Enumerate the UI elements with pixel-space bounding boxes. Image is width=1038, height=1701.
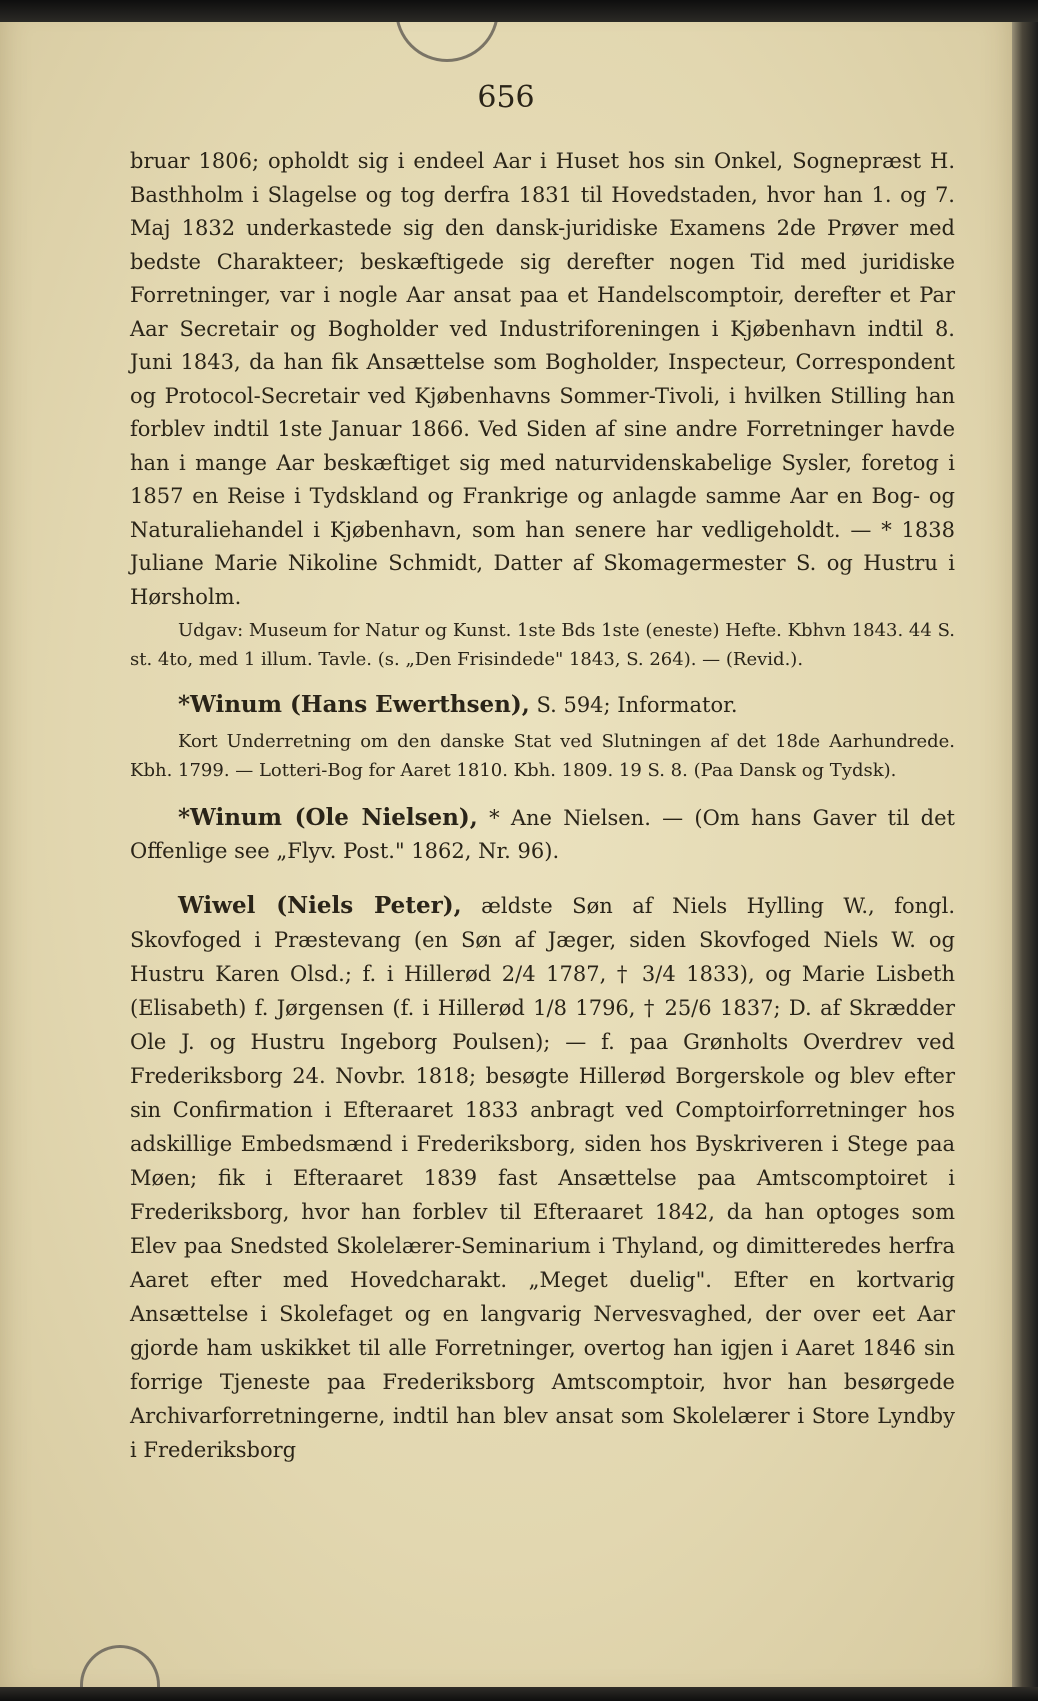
headword: Wiwel (Niels Peter), xyxy=(178,891,462,919)
entry-winum-hans xyxy=(130,688,955,723)
works-note: Udgav: Museum for Natur og Kunst. 1ste Bds 1ste (eneste) Hefte. Kbhvn 1843. 44 S. st. 4to, med 1 illum. Tavle. (s. „Den Frisindede" 1843, S. 264). — (Revid.). xyxy=(130,620,955,670)
entry-continuation: bruar 1806; opholdt sig i endeel Aar i Huset hos sin Onkel, Sognepræst H. Basthholm i Slagelse og tog derfra 1831 til Hovedstaden, hvor han 1. og 7. Maj 1832 underkastede sig den dansk-juridiske Examens 2de Prøver med bedste Charakteer; beskæftigede sig derefter nogen Tid med juridiske Forretninger, var i nogle Aar ansat paa et Handelscomptoir, derefter et Par Aar Secretair og Bogholder ved Industriforeningen i Kjøbenhavn indtil 8. Juni 1843, da han fik Ansættelse som Bogholder, Inspecteur, Correspondent og Protocol-Secretair ved Kjøbenhavns Sommer-Tivoli, i hvilken Stilling han forblev indtil 1ste Januar 1866. Ved Siden af sine andre Forretninger havde han i mange Aar beskæftiget sig med naturvidenskabelige Sysler, foretog i 1857 en Reise i Tydskland og Frankrige og anlagde samme Aar en Bog- og Naturaliehandel i Kjøbenhavn, som han senere har vedligeholdt. — * 1838 Juliane Marie Nikoline Schmidt, Datter af Skomagermester S. og Hustru i Hørsholm. xyxy=(130,149,955,609)
entry-text: ældste Søn af Niels Hylling W., fongl. Skovfoged i Præstevang (en Søn af Jæger, siden Skovfoged Niels W. og Hustru Karen Olsd.; f. i Hillerød 2/4 1787, † 3/4 1833), og Marie Lisbeth (Elisabeth) f. Jørgensen (f. i Hillerød 1/8 1796, † 25/6 1837; D. af Skrædder Ole J. og Hustru Ingeborg Poulsen); — f. paa Grønholts Overdrev ved Frederiksborg 24. Novbr. 1818; besøgte Hillerød Borgerskole og blev efter sin Confirmation i Efteraaret 1833 anbragt ved Comptoirforretninger hos adskillige Embedsmænd i Frederiksborg, siden hos Byskriveren i Stege paa Møen; fik i Efteraaret 1839 fast Ansættelse paa Amtscomptoiret i Frederiksborg, hvor han forblev til Efteraaret 1842, da han optoges som Elev paa Snedsted Skolelærer-Seminarium i Thyland, og dimitteredes herfra Aaret efter med Hovedcharakt. „Meget duelig". Efter en kortvarig Ansættelse i Skolefaget og en langvarig Nervesvaghed, der over eet Aar gjorde ham uskikket til alle Forretninger, overtog han igjen i Aaret 1846 sin forrige Tjeneste paa Frederiksborg Amtscomptoir, hvor han besørgede Archivarforretningerne, indtil han blev ansat som Skolelærer i Store Lyndby i Frederiksborg xyxy=(130,893,955,1462)
clip-bottom xyxy=(80,1645,160,1689)
page-text xyxy=(130,145,955,1467)
entry-text: S. 594; Informator. xyxy=(529,693,738,717)
headword: *Winum (Hans Ewerthsen), xyxy=(178,691,530,718)
works-note: Kort Underretning om den danske Stat ved Slutningen af det 18de Aarhundrede. Kbh. 1799. — Lotteri-Bog for Aaret 1810. Kbh. 1809. 19 S. 8. (Paa Dansk og Tydsk). xyxy=(130,730,955,781)
scan-bottom-edge xyxy=(0,1687,1038,1701)
book-spine-edge xyxy=(1012,0,1038,1701)
entry-text: * Ane Nielsen. — (Om hans Gaver til det Offenlige see „Flyv. Post." 1862, Nr. 96). xyxy=(130,805,955,863)
page-number: 656 xyxy=(477,80,535,115)
headword: *Winum (Ole Nielsen), xyxy=(178,803,478,831)
entry-wiwel xyxy=(130,889,955,1467)
scan-top-edge xyxy=(0,0,1038,22)
entry-winum-ole xyxy=(130,801,955,869)
